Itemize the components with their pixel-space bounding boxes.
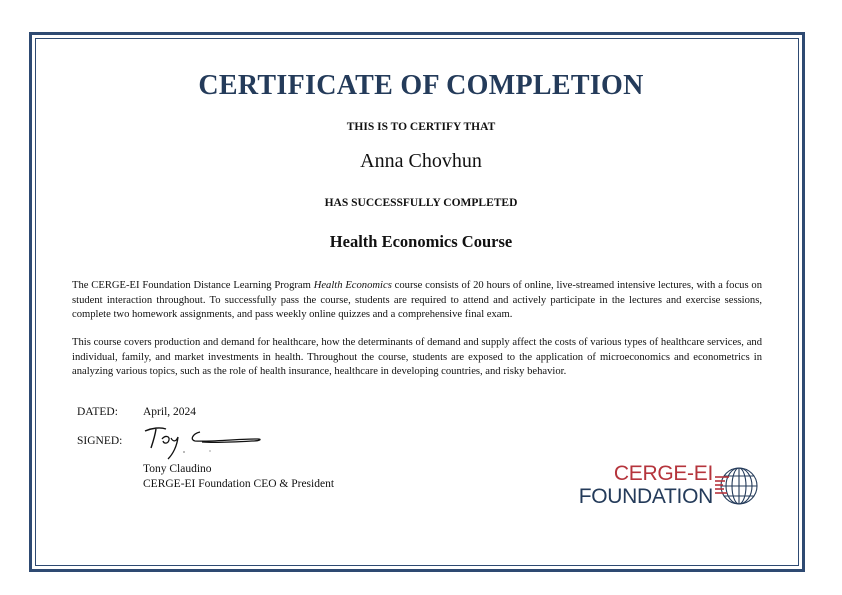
- logo-text-cerge-ei: CERGE-EI: [613, 462, 713, 485]
- globe-icon: [715, 462, 763, 510]
- certificate-title: CERTIFICATE OF COMPLETION: [198, 70, 644, 101]
- handwritten-signature: [140, 422, 270, 462]
- logo-text-foundation: FOUNDATION: [578, 485, 713, 508]
- course-name: Health Economics Course: [329, 232, 513, 251]
- course-description-paragraph: [72, 279, 762, 323]
- dated-value: April, 2024: [143, 406, 197, 418]
- course-content-paragraph: This course covers production and demand for healthcare, how the determinants of demand and supply affect the costs of various types of healthcare services, and individual, family, and market investments in health. Throughout the course, students are exposed to the application of microeconomics and econometrics in analyzing various topics, such as the role of health insurance, healthcare in developing countries, and risky behavior.: [72, 337, 762, 378]
- paragraph-text-end: course consists of 20 hours of online, live-streamed intensive lectures, with a focus on student interaction throughout. To successfully pass the course, students are required to attend and actively participate in the lectures and exercise sessions, complete two homework assignments, and pass weekly online quizzes and a comprehensive final exam.: [72, 280, 762, 321]
- signer-title: CERGE-EI Foundation CEO & President: [143, 478, 335, 490]
- paragraph-course-title-italic: Health Economics: [313, 280, 392, 291]
- completed-text: HAS SUCCESSFULLY COMPLETED: [324, 197, 518, 209]
- signer-name: Tony Claudino: [143, 463, 212, 475]
- certify-text: THIS IS TO CERTIFY THAT: [346, 121, 496, 133]
- recipient-name: Anna Chovhun: [360, 150, 482, 172]
- dated-label: DATED:: [77, 406, 118, 418]
- cerge-ei-foundation-logo: [578, 460, 768, 515]
- signed-label: SIGNED:: [77, 435, 123, 447]
- paragraph-text-start: The CERGE-EI Foundation Distance Learning Program: [72, 280, 314, 291]
